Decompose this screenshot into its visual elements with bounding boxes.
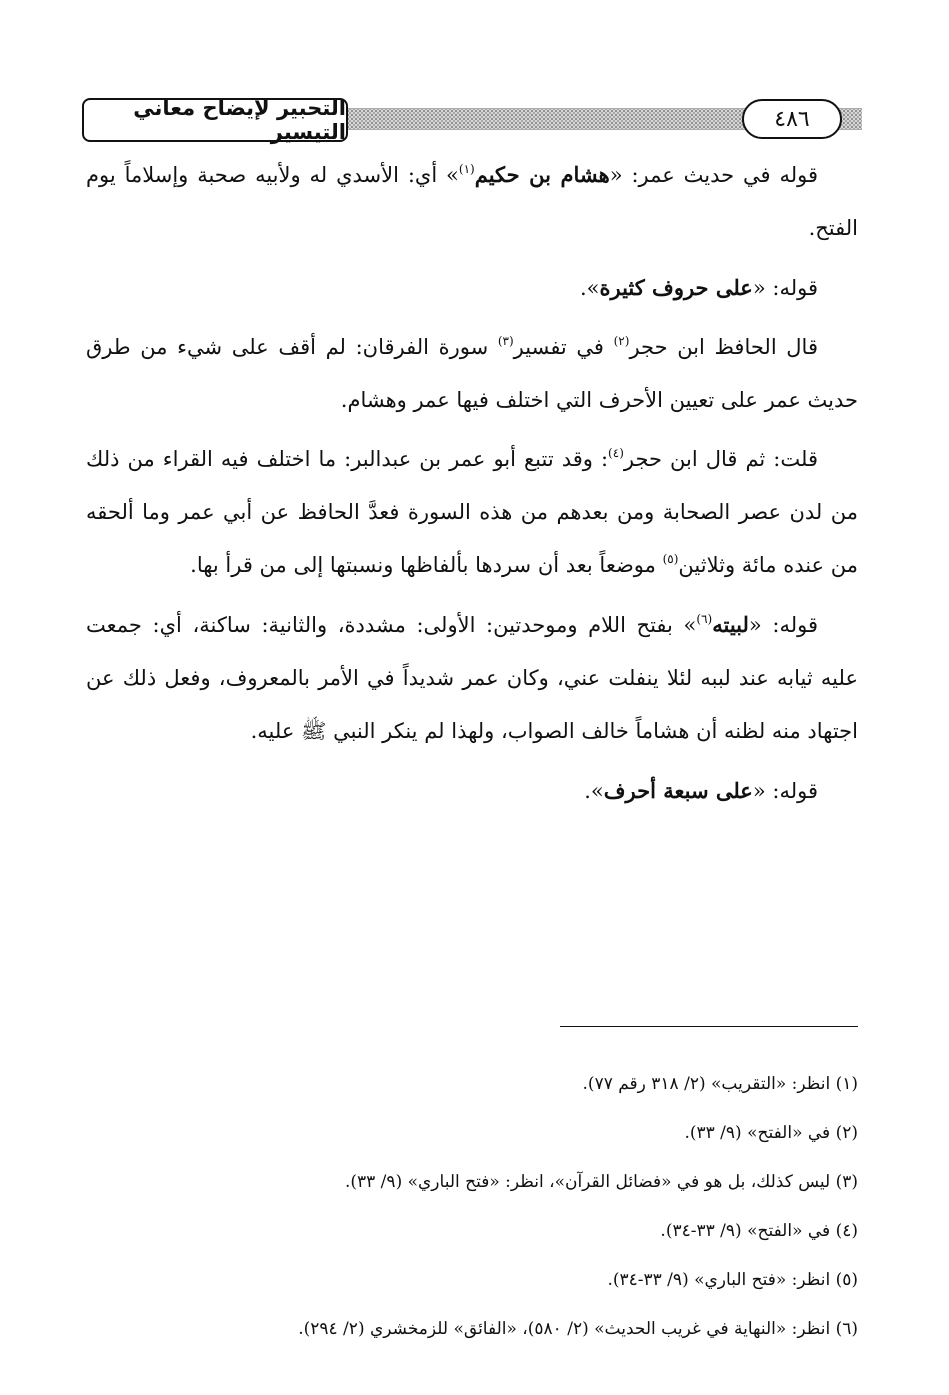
- paragraph-4: [86, 433, 858, 592]
- text-run: قلت: ثم قال ابن حجر: [623, 447, 818, 471]
- quoted-term: لبيته: [712, 612, 749, 637]
- quoted-term: على حروف كثيرة: [599, 275, 753, 300]
- text-run: سورة الفرقان: لم أقف على شيء من طرق حديث عمر على تعيين الأحرف التي اختلف فيها عمر وهشام.: [86, 335, 858, 412]
- quoted-term: على سبعة أحرف: [603, 778, 753, 803]
- text-run: قال الحافظ ابن حجر: [629, 335, 818, 359]
- footnote-5: (٥) انظر: «فتح الباري» (٩/ ٣٣-٣٤).: [607, 1270, 858, 1290]
- quoted-term: هشام بن حكيم: [474, 162, 610, 187]
- footnote-2: (٢) في «الفتح» (٩/ ٣٣).: [684, 1123, 858, 1143]
- text-run: » أي: الأسدي له ولأبيه صحبة وإسلاماً يوم الفتح.: [86, 163, 858, 240]
- text-run: ».: [579, 276, 600, 300]
- footnote-ref: (٣): [497, 334, 514, 348]
- main-text: [86, 148, 858, 824]
- text-run: موضعاً بعد أن سردها بألفاظها ونسبتها إلى من قرأ بها.: [190, 553, 663, 577]
- footnote-ref: (٥): [662, 552, 679, 566]
- footnote-6: (٦) انظر: «النهاية في غريب الحديث» (٢/ ٥٨٠)، «الفائق» للزمخشري (٢/ ٢٩٤).: [298, 1319, 858, 1339]
- footnotes: [86, 1060, 858, 1354]
- text-run: قوله: «: [748, 613, 818, 637]
- footnote-ref: (٦): [696, 612, 713, 626]
- paragraph-6: [86, 764, 858, 818]
- paragraph-2: [86, 261, 858, 315]
- paragraph-5: [86, 598, 858, 758]
- text-run: » بفتح اللام وموحدتين: الأولى: مشددة، والثانية: ساكنة، أي: جمعت عليه ثيابه عند لببه لئلا ينفلت عني، وكان عمر شديداً في الأمر بالمعروف، وفعل ذلك عن اجتهاد منه لظنه أن هشاماً خالف الصواب، ولهذا لم ينكر النبي ﷺ عليه.: [86, 613, 858, 743]
- text-run: في تفسير: [513, 335, 614, 359]
- footnote-ref: (٢): [613, 334, 630, 348]
- page-header: [82, 98, 862, 146]
- footnote-ref: (٤): [608, 446, 624, 460]
- footnote-4: (٤) في «الفتح» (٩/ ٣٣-٣٤).: [660, 1221, 858, 1241]
- footnote-ref: (١): [458, 162, 475, 176]
- paragraph-3: [86, 321, 858, 427]
- running-title: التحبير لإيضاح معاني التيسير: [82, 98, 348, 142]
- text-run: قوله: «: [752, 276, 818, 300]
- paragraph-1: [86, 148, 858, 255]
- text-run: قوله: «: [752, 779, 818, 803]
- footnote-3: (٣) ليس كذلك، بل هو في «فضائل القرآن»، انظر: «فتح الباري» (٩/ ٣٣).: [344, 1172, 858, 1192]
- text-run: قوله في حديث عمر: «: [609, 163, 818, 187]
- footnote-1: (١) انظر: «التقريب» (٢/ ٣١٨ رقم ٧٧).: [582, 1074, 858, 1094]
- text-run: : وقد تتبع أبو عمر بن عبدالبر: ما اختلف فيه القراء من ذلك من لدن عصر الصحابة ومن بعدهم من هذه السورة فعدَّ الحافظ عن أبي عمر وما ألحقه من عنده مائة وثلاثين: [86, 447, 858, 577]
- footnote-separator: [560, 1026, 858, 1027]
- page-number: ٤٨٦: [742, 99, 842, 139]
- text-run: ».: [584, 779, 604, 803]
